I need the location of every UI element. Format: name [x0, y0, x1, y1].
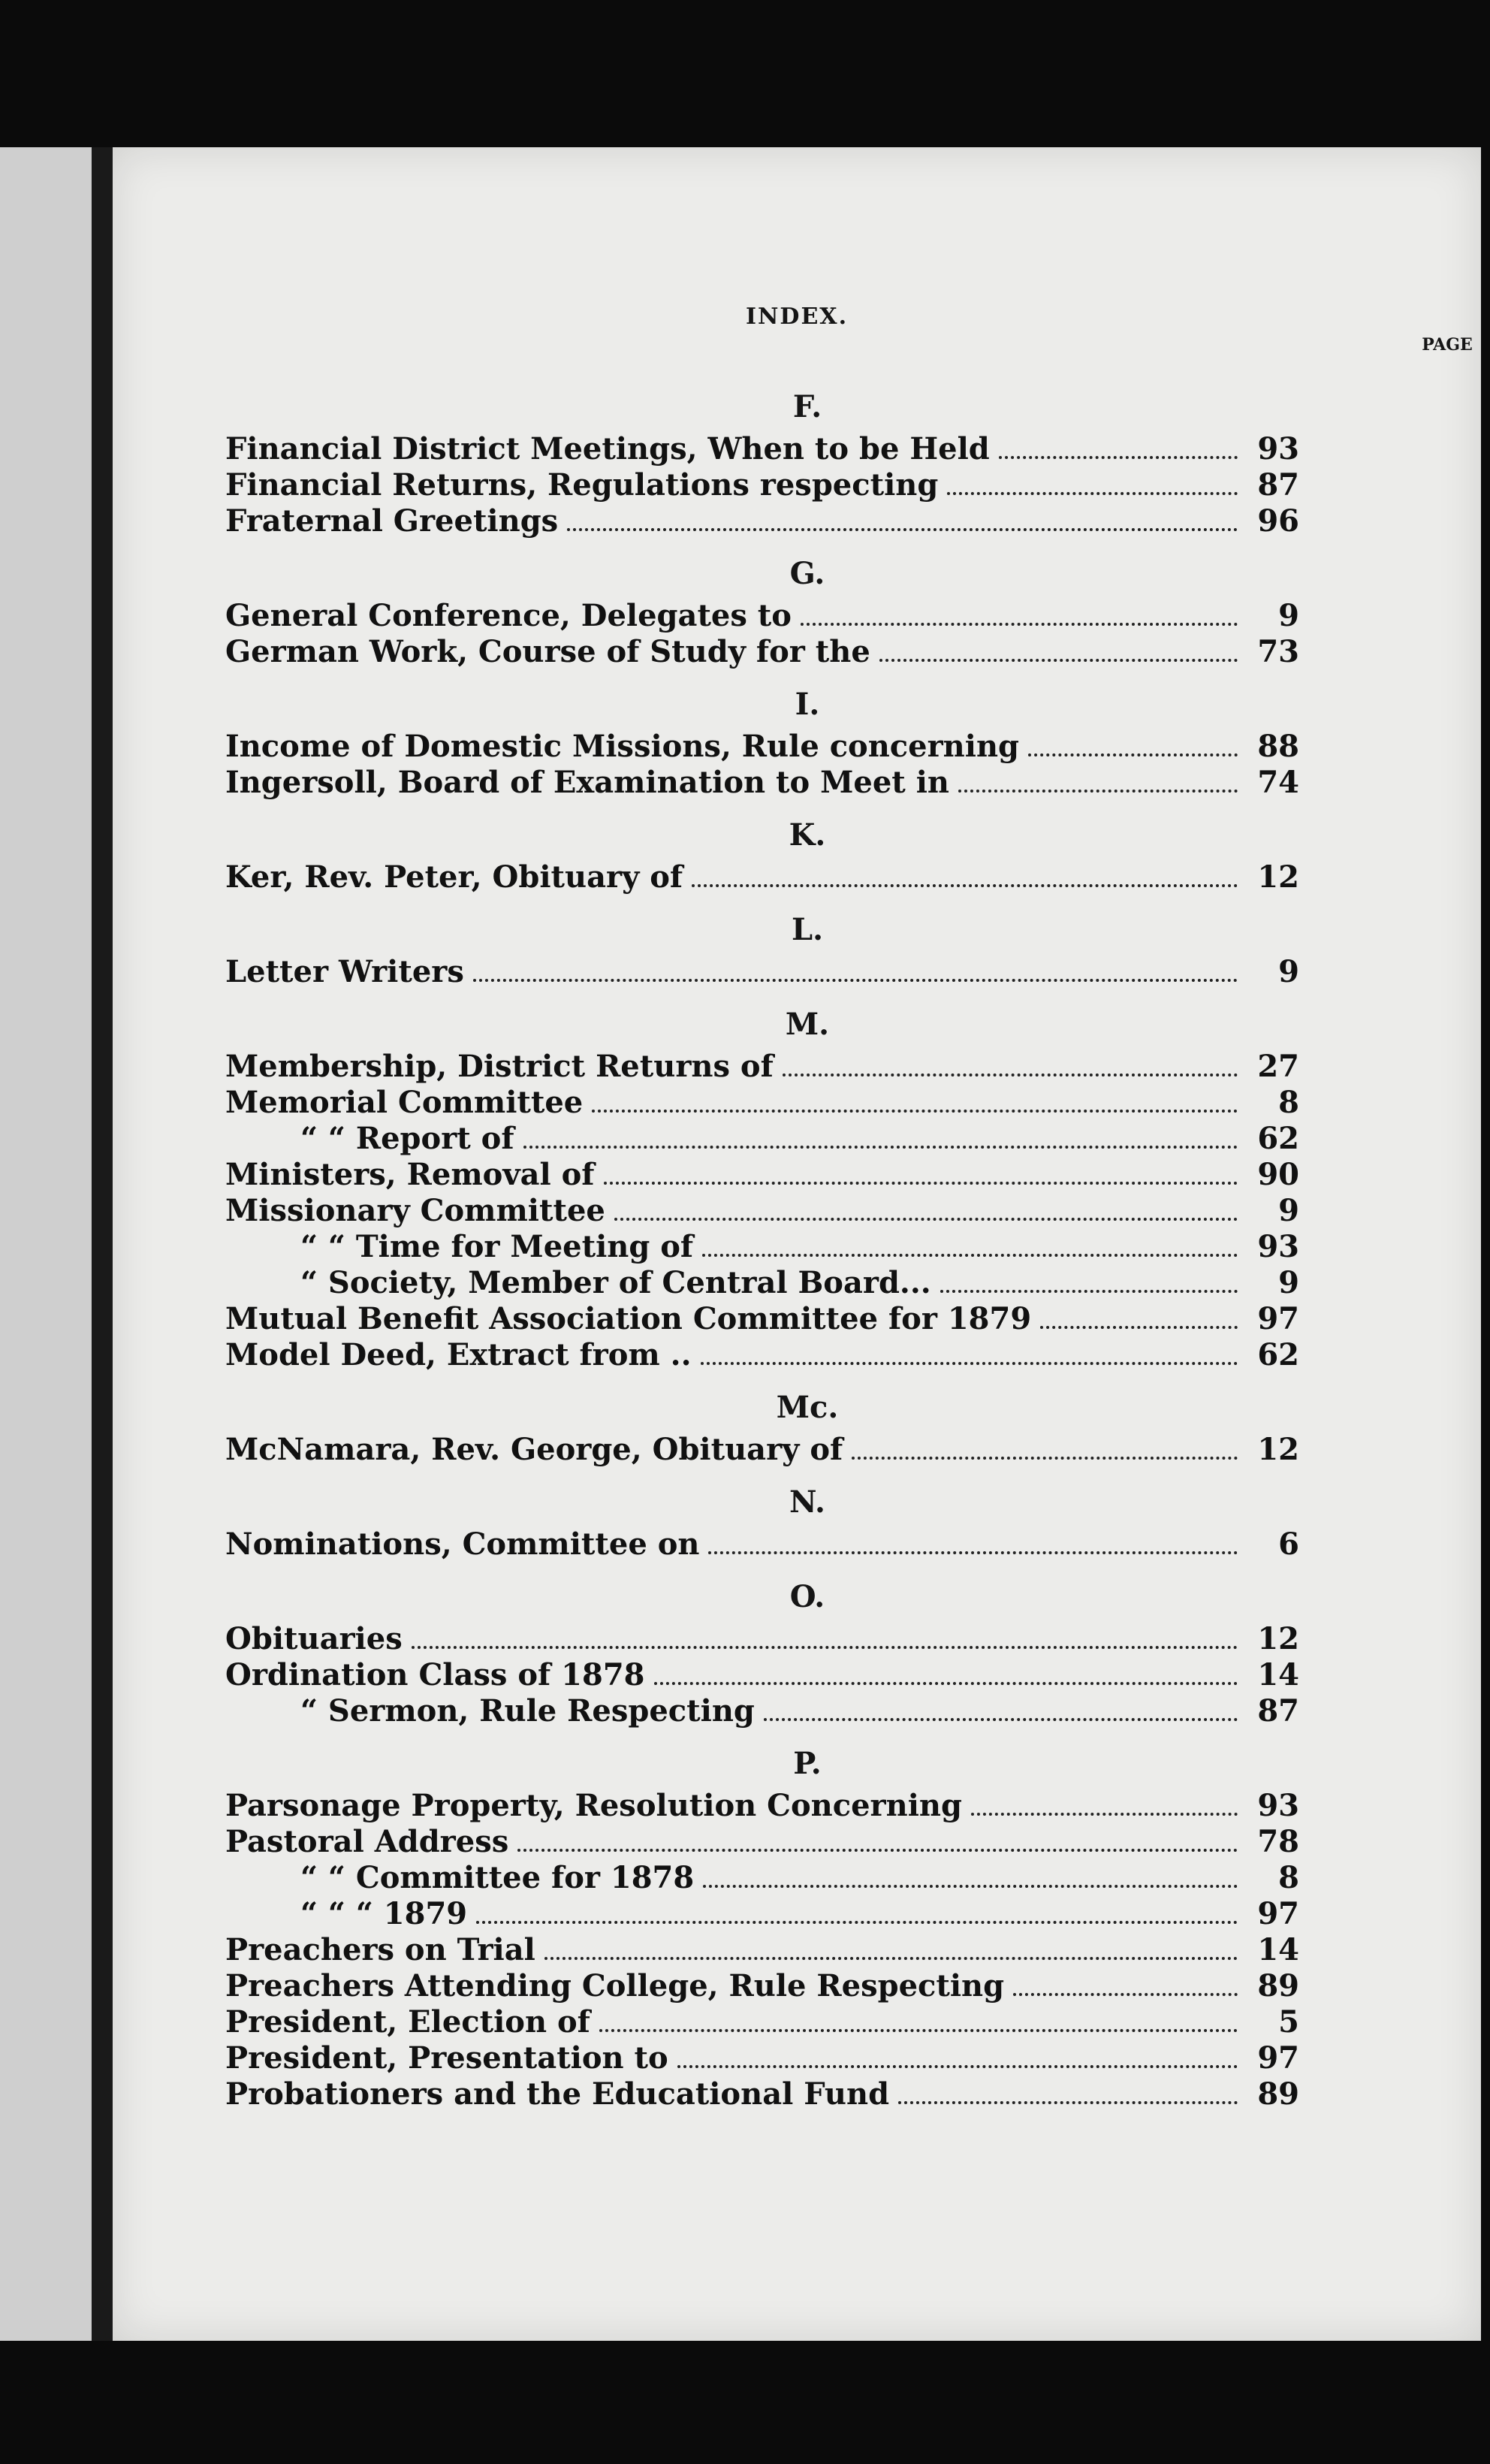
entry-page-number: 14: [1257, 1932, 1299, 1967]
section-letter: G.: [789, 556, 825, 591]
dot-leader: [677, 2065, 1238, 2068]
entry-page-number: 93: [1257, 1788, 1299, 1823]
index-entry: [225, 1157, 1299, 1193]
index-page: [113, 147, 1481, 2341]
dot-leader: [567, 528, 1238, 531]
entry-page-number: 89: [1257, 2076, 1299, 2112]
entry-label: “ Sermon, Rule Respecting: [300, 1693, 755, 1729]
entry-page-number: 9: [1278, 954, 1299, 989]
dot-leader: [783, 1073, 1238, 1076]
entry-page-number: 62: [1257, 1337, 1299, 1372]
section-letter: M.: [785, 1007, 830, 1042]
dot-leader: [703, 1885, 1238, 1888]
index-entry: [225, 2004, 1299, 2040]
entry-page-number: 78: [1257, 1824, 1299, 1859]
entry-page-number: 27: [1257, 1049, 1299, 1084]
dot-leader: [517, 1849, 1238, 1852]
section-letter: F.: [792, 389, 822, 424]
index-entry: [225, 1229, 1299, 1265]
entry-label: Ingersoll, Board of Examination to Meet in: [225, 765, 949, 800]
entry-label: Pastoral Address: [225, 1824, 509, 1859]
dot-leader: [592, 1110, 1238, 1113]
entry-page-number: 14: [1257, 1657, 1299, 1692]
entry-label: Parsonage Property, Resolution Concerning: [225, 1788, 962, 1823]
entry-label: Ministers, Removal of: [225, 1157, 595, 1192]
entry-page-number: 73: [1257, 634, 1299, 669]
entry-page-number: 6: [1278, 1526, 1299, 1562]
index-entry: [225, 2040, 1299, 2076]
page-column-label: PAGE: [1422, 335, 1473, 355]
index-entry: [225, 1896, 1299, 1932]
entry-label: President, Presentation to: [225, 2040, 668, 2076]
index-entry: [225, 431, 1299, 467]
entry-page-number: 87: [1257, 467, 1299, 503]
entry-page-number: 12: [1257, 1432, 1299, 1467]
entry-page-number: 62: [1257, 1121, 1299, 1156]
index-entry: [225, 1621, 1299, 1657]
entry-page-number: 97: [1257, 1896, 1299, 1931]
entry-page-number: 9: [1278, 598, 1299, 633]
section-letter: N.: [789, 1484, 825, 1520]
dot-leader: [708, 1551, 1238, 1554]
entry-label: Preachers on Trial: [225, 1932, 535, 1967]
entry-label: Model Deed, Extract from ..: [225, 1337, 692, 1372]
index-entry: [225, 1121, 1299, 1157]
dot-leader: [879, 659, 1238, 662]
entry-label: Memorial Committee: [225, 1085, 584, 1120]
index-entry: [225, 634, 1299, 670]
entry-label: German Work, Course of Study for the: [225, 634, 870, 669]
entry-page-number: 97: [1257, 1301, 1299, 1336]
index-entry: [225, 1193, 1299, 1229]
index-entry: [225, 1049, 1299, 1085]
dot-leader: [523, 1146, 1238, 1149]
entry-page-number: 8: [1278, 1860, 1299, 1895]
index-entry: [225, 1932, 1299, 1968]
index-entry: [225, 1968, 1299, 2004]
dot-leader: [1040, 1326, 1238, 1329]
entry-label: Ordination Class of 1878: [225, 1657, 645, 1692]
dot-leader: [701, 1362, 1238, 1365]
section-letter: Mc.: [776, 1390, 839, 1425]
entry-page-number: 87: [1257, 1693, 1299, 1729]
entry-page-number: 12: [1257, 1621, 1299, 1656]
entry-page-number: 8: [1278, 1085, 1299, 1120]
entry-label: Preachers Attending College, Rule Respecting: [225, 1968, 1005, 2004]
dot-leader: [898, 2101, 1238, 2104]
dot-leader: [614, 1218, 1238, 1221]
entry-label: Income of Domestic Missions, Rule concerning: [225, 729, 1020, 764]
entry-label: “ Society, Member of Central Board...: [300, 1265, 931, 1300]
section-letter: L.: [791, 912, 824, 947]
entry-label: Letter Writers: [225, 954, 464, 989]
entry-label: Probationers and the Educational Fund: [225, 2076, 890, 2112]
entry-page-number: 93: [1257, 431, 1299, 467]
index-entry: [225, 467, 1299, 503]
entry-label: Membership, District Returns of: [225, 1049, 774, 1084]
dot-leader: [654, 1682, 1238, 1685]
entry-page-number: 90: [1257, 1157, 1299, 1192]
dot-leader: [476, 1921, 1238, 1924]
index-entry: [225, 1432, 1299, 1468]
section-letter: K.: [789, 817, 826, 853]
index-entry: [225, 954, 1299, 990]
entry-label: Fraternal Greetings: [225, 503, 559, 539]
entry-label: “ “ Report of: [300, 1121, 514, 1156]
entry-label: “ “ “ 1879: [300, 1896, 468, 1931]
index-entry: [225, 729, 1299, 765]
entry-page-number: 12: [1257, 859, 1299, 895]
dot-leader: [692, 884, 1238, 887]
entry-label: Obituaries: [225, 1621, 403, 1656]
entry-page-number: 89: [1257, 1968, 1299, 2004]
dot-leader: [599, 2029, 1238, 2032]
entry-page-number: 96: [1257, 503, 1299, 539]
dot-leader: [412, 1646, 1238, 1649]
entry-label: “ “ Committee for 1878: [300, 1860, 695, 1895]
index-entry: [225, 1693, 1299, 1729]
entry-label: Missionary Committee: [225, 1193, 605, 1228]
section-letter: I.: [795, 687, 820, 722]
index-entry: [225, 598, 1299, 634]
index-entry: [225, 1265, 1299, 1301]
index-entry: [225, 1526, 1299, 1563]
entry-label: Financial Returns, Regulations respecting: [225, 467, 939, 503]
dot-leader: [702, 1254, 1238, 1257]
dot-leader: [1028, 753, 1238, 756]
entry-page-number: 97: [1257, 2040, 1299, 2076]
index-entry: [225, 765, 1299, 801]
index-entry: [225, 1824, 1299, 1860]
section-letter: P.: [793, 1746, 822, 1781]
entry-label: “ “ Time for Meeting of: [300, 1229, 694, 1264]
entry-page-number: 5: [1278, 2004, 1299, 2040]
page-title: INDEX.: [745, 303, 849, 330]
entry-label: Nominations, Committee on: [225, 1526, 700, 1562]
index-entry: [225, 1860, 1299, 1896]
entry-page-number: 9: [1278, 1193, 1299, 1228]
dot-leader: [544, 1957, 1238, 1960]
entry-label: Ker, Rev. Peter, Obituary of: [225, 859, 683, 895]
section-letter: O.: [789, 1579, 825, 1614]
dot-leader: [999, 456, 1238, 459]
dot-leader: [940, 1290, 1238, 1293]
index-entries: [225, 373, 1299, 2112]
facing-page-edge: [0, 147, 92, 2341]
entry-label: Mutual Benefit Association Committee for 1879: [225, 1301, 1032, 1336]
dot-leader: [947, 492, 1238, 495]
dot-leader: [852, 1457, 1238, 1460]
entry-page-number: 93: [1257, 1229, 1299, 1264]
dot-leader: [801, 623, 1238, 626]
dot-leader: [1013, 1993, 1238, 1996]
book-spine: [92, 147, 113, 2341]
index-entry: [225, 1788, 1299, 1824]
entry-label: President, Election of: [225, 2004, 590, 2040]
index-entry: [225, 1301, 1299, 1337]
index-entry: [225, 2076, 1299, 2112]
entry-label: General Conference, Delegates to: [225, 598, 792, 633]
dot-leader: [473, 979, 1238, 982]
dot-leader: [764, 1718, 1238, 1721]
entry-page-number: 74: [1257, 765, 1299, 800]
dot-leader: [971, 1813, 1238, 1816]
entry-label: McNamara, Rev. George, Obituary of: [225, 1432, 843, 1467]
index-entry: [225, 1657, 1299, 1693]
dot-leader: [958, 790, 1238, 793]
index-entry: [225, 1337, 1299, 1373]
dot-leader: [604, 1182, 1238, 1185]
entry-page-number: 88: [1257, 729, 1299, 764]
index-entry: [225, 503, 1299, 539]
entry-page-number: 9: [1278, 1265, 1299, 1300]
index-entry: [225, 1085, 1299, 1121]
entry-label: Financial District Meetings, When to be Held: [225, 431, 990, 467]
index-entry: [225, 859, 1299, 895]
